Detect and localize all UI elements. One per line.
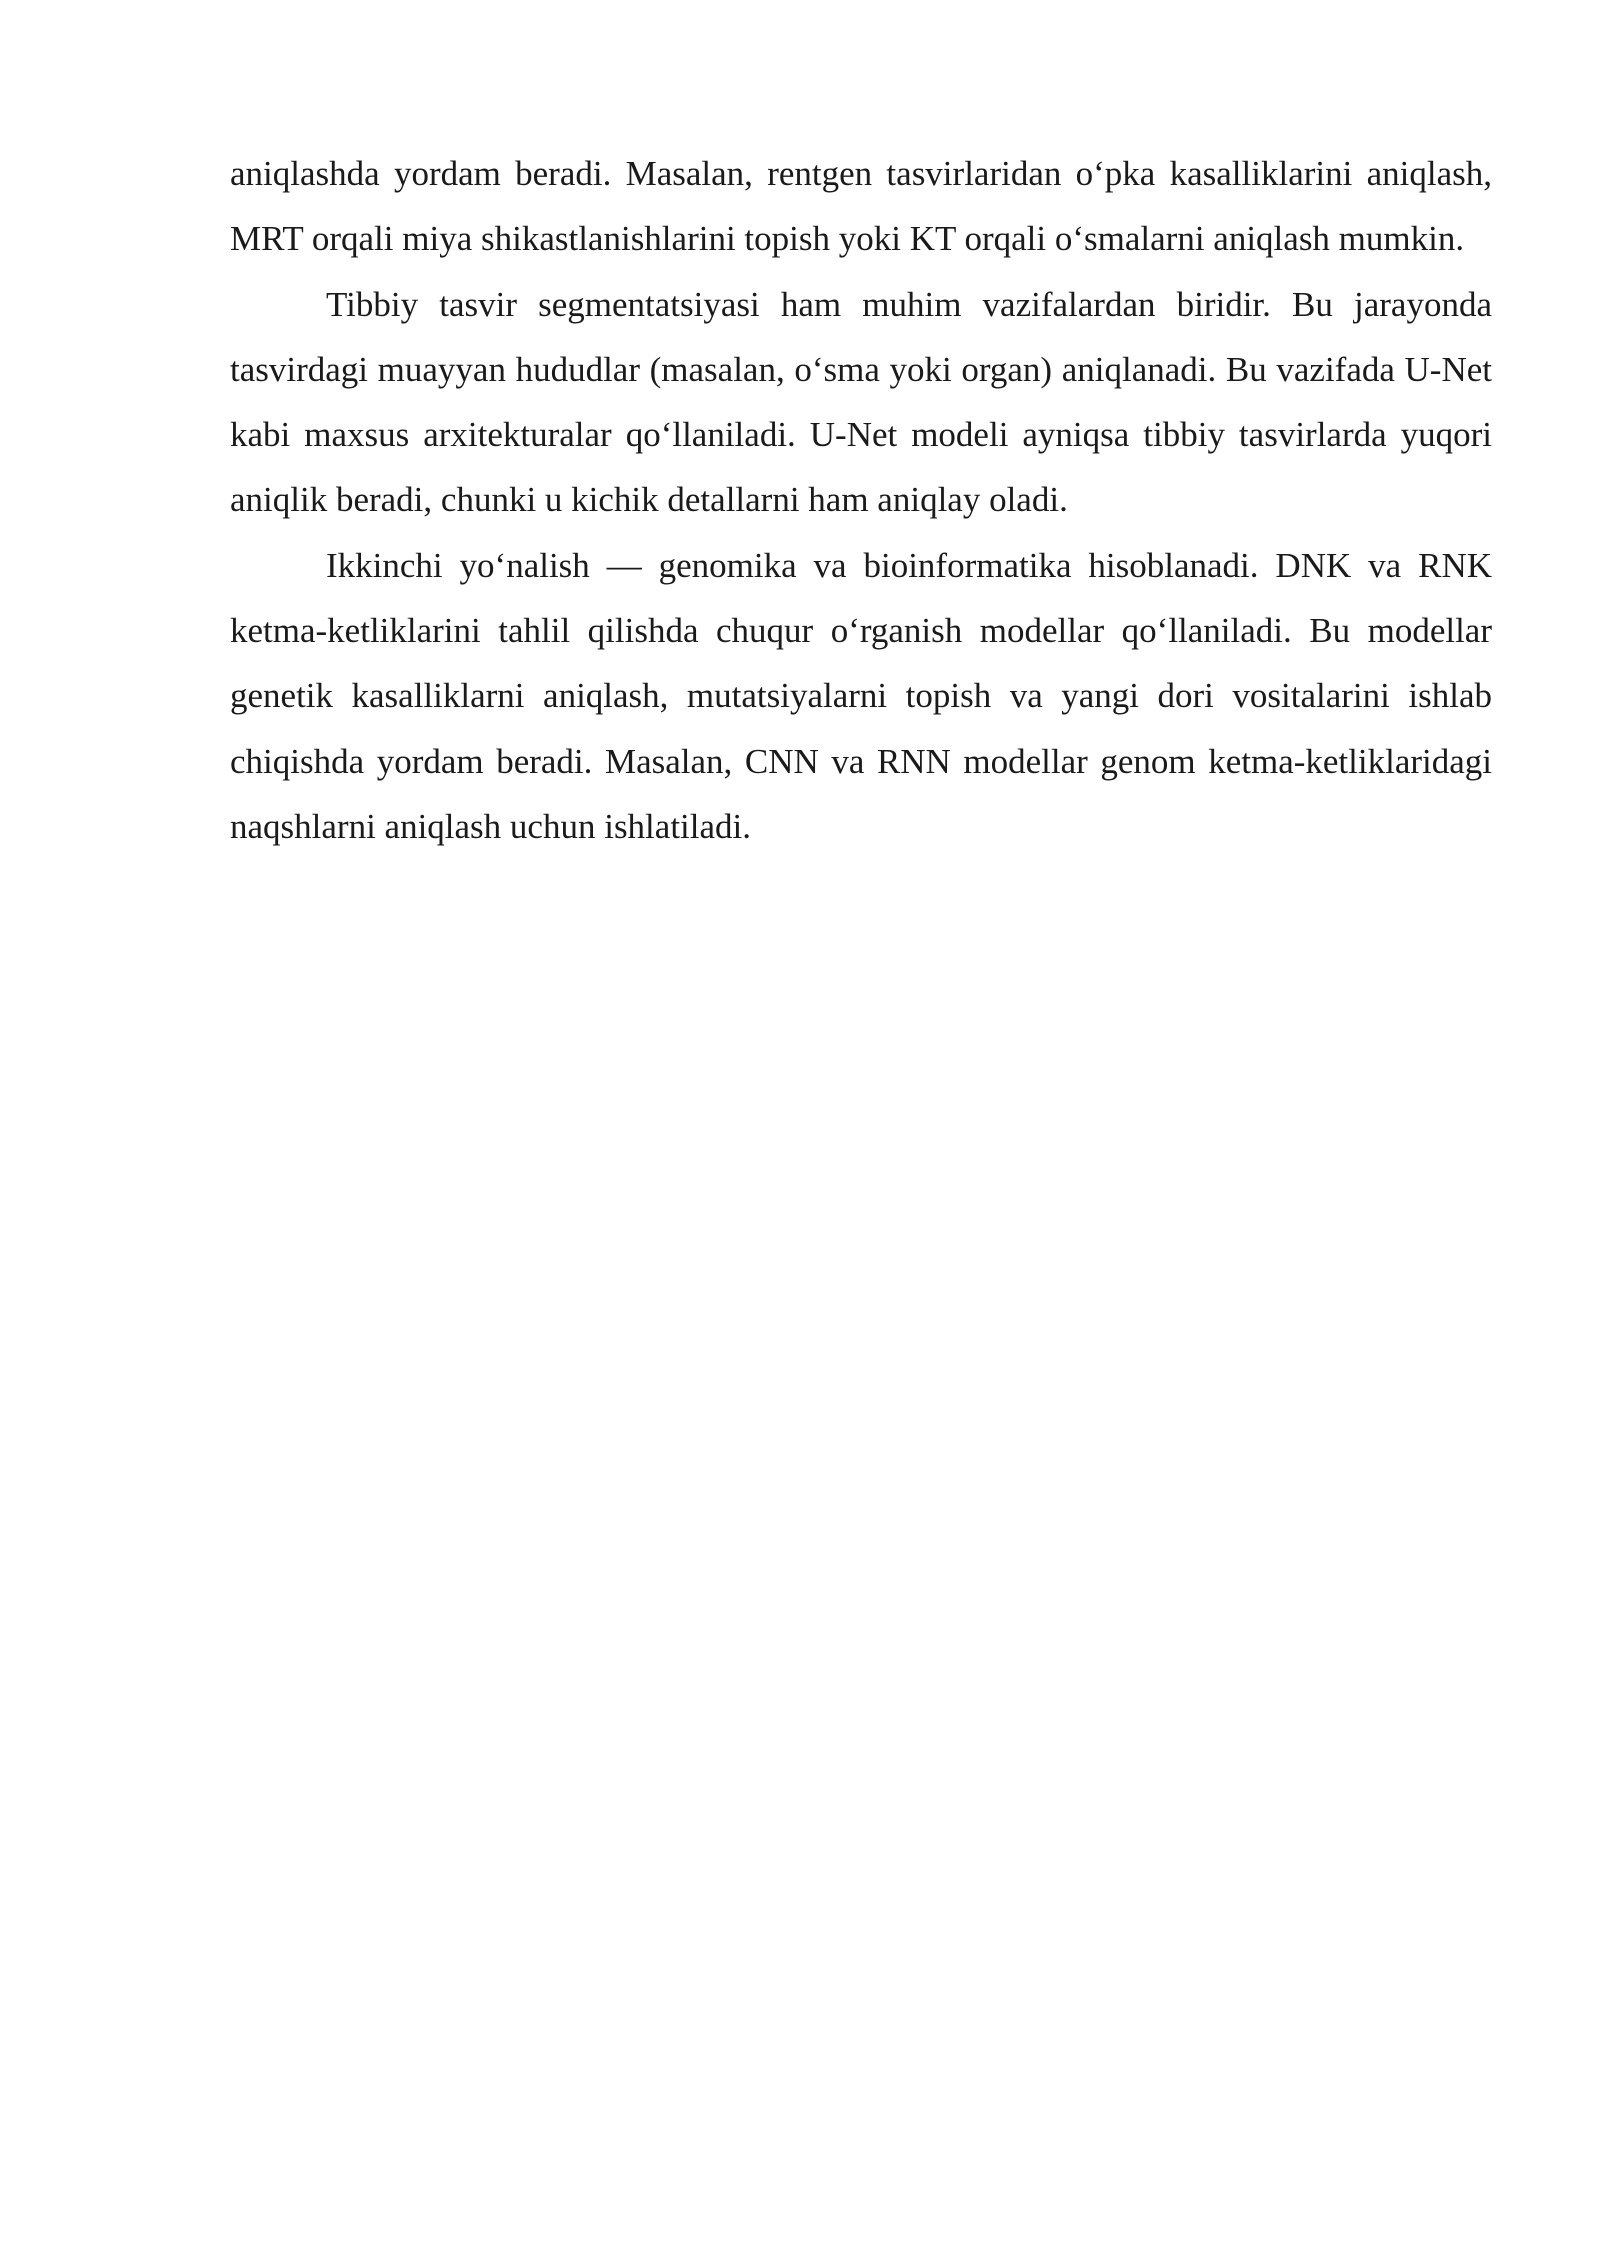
body-text: [230, 141, 1492, 859]
paragraph-continuation: aniqlashda yordam beradi. Masalan, rentgen tasvirlaridan o‘pka kasalliklarini aniqlash, MRT orqali miya shikastlanishlarini topish yoki KT orqali o‘smalarni aniqlash mumkin.: [230, 154, 1492, 259]
paragraph-genomics: Ikkinchi yo‘nalish — genomika va bioinformatika hisoblanadi. DNK va RNK ketma-ketliklarini tahlil qilishda chuqur o‘rganish modellar qo‘llaniladi. Bu modellar genetik kasalliklarni aniqlash, mutatsiyalarni topish va yangi dori vositalarini ishlab chiqishda yordam beradi. Masalan, CNN va RNN modellar genom ketma-ketliklaridagi naqshlarni aniqlash uchun ishlatiladi.: [230, 545, 1492, 846]
paragraph-segmentation: Tibbiy tasvir segmentatsiyasi ham muhim vazifalardan biridir. Bu jarayonda tasvirdagi muayyan hududlar (masalan, o‘sma yoki organ) aniqlanadi. Bu vazifada U-Net kabi maxsus arxitekturalar qo‘llaniladi. U-Net modeli ayniqsa tibbiy tasvirlarda yuqori aniqlik beradi, chunki u kichik detallarni ham aniqlay oladi.: [230, 284, 1492, 520]
